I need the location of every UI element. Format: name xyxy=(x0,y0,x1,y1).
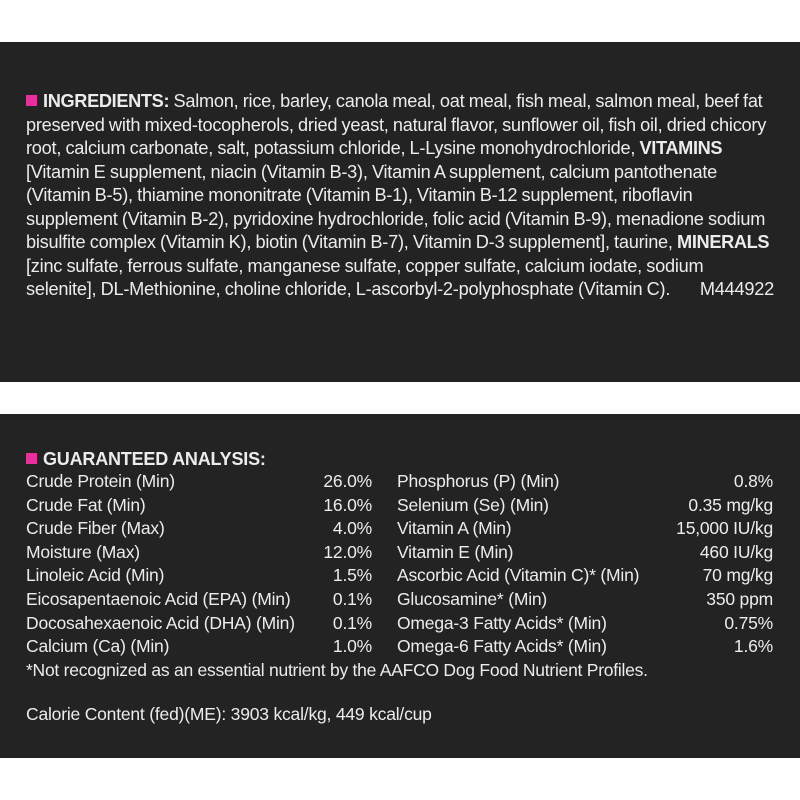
analysis-row xyxy=(26,494,372,518)
nutrient-name: Glucosamine* (Min) xyxy=(397,588,548,609)
nutrient-name: Omega-6 Fatty Acids* (Min) xyxy=(397,636,607,657)
nutrient-value: 1.6% xyxy=(733,636,773,657)
analysis-row xyxy=(397,588,773,612)
nutrient-value: 26.0% xyxy=(323,471,372,491)
nutrient-value: 0.75% xyxy=(724,612,773,633)
analysis-row xyxy=(26,588,372,612)
nutrient-name: Omega-3 Fatty Acids* (Min) xyxy=(397,612,607,633)
analysis-row xyxy=(397,564,773,588)
aafco-footnote: *Not recognized as an essential nutrient by the AAFCO Dog Food Nutrient Profiles. xyxy=(26,659,648,680)
nutrient-name: Crude Fat (Min) xyxy=(26,494,146,515)
nutrient-value: 70 mg/kg xyxy=(702,565,773,586)
ingredients-list-part2: [Vitamin E supplement, niacin (Vitamin B-3), Vitamin A supplement, calcium pantothenate (Vitamin B-5), thiamine mononitrate (Vitamin B-1), Vitamin B-12 supplement, riboflavin supplement (Vitamin B-2), pyridoxine hydrochloride, folic acid (Vitamin B-9), menadione sodium bisulfite complex (Vitamin K), biotin (Vitamin B-7), Vitamin D-3 supplement], taurine, xyxy=(26,161,766,252)
calorie-content: Calorie Content (fed)(ME): 3903 kcal/kg, 449 kcal/cup xyxy=(26,704,432,725)
analysis-panel xyxy=(0,414,800,758)
analysis-heading: GUARANTEED ANALYSIS: xyxy=(43,449,266,469)
nutrient-value: 4.0% xyxy=(332,518,372,539)
nutrient-name: Linoleic Acid (Min) xyxy=(26,565,165,586)
nutrient-name: Moisture (Max) xyxy=(26,541,140,562)
analysis-row xyxy=(26,470,372,494)
nutrient-name: Calcium (Ca) (Min) xyxy=(26,636,170,657)
minerals-label: MINERALS xyxy=(677,232,770,252)
nutrient-name: Vitamin E (Min) xyxy=(397,541,514,562)
analysis-table xyxy=(26,470,774,659)
analysis-row xyxy=(26,517,372,541)
analysis-row xyxy=(26,541,372,565)
analysis-row xyxy=(397,494,773,518)
nutrient-name: Crude Protein (Min) xyxy=(26,471,175,491)
nutrient-value: 12.0% xyxy=(323,541,372,562)
vitamins-label: VITAMINS xyxy=(639,138,723,158)
analysis-row xyxy=(397,635,773,659)
nutrient-value: 460 IU/kg xyxy=(699,541,773,562)
analysis-row xyxy=(26,564,372,588)
analysis-row xyxy=(397,541,773,565)
nutrient-name: Crude Fiber (Max) xyxy=(26,518,165,539)
analysis-row xyxy=(26,612,372,636)
ingredients-list-part3: [zinc sulfate, ferrous sulfate, manganese sulfate, copper sulfate, calcium iodate, sodium selenite], DL-Methionine, choline chloride, L-ascorbyl-2-polyphosphate (Vitamin C). xyxy=(26,255,704,299)
product-code: M444922 xyxy=(699,279,774,299)
analysis-row xyxy=(397,517,773,541)
analysis-heading-row xyxy=(26,448,774,470)
nutrient-name: Phosphorus (P) (Min) xyxy=(397,471,560,491)
nutrient-name: Ascorbic Acid (Vitamin C)* (Min) xyxy=(397,565,640,586)
nutrient-value: 0.1% xyxy=(332,588,372,609)
analysis-row xyxy=(26,635,372,659)
analysis-row xyxy=(397,612,773,636)
analysis-row xyxy=(397,470,773,494)
ingredients-panel xyxy=(0,42,800,382)
nutrient-value: 16.0% xyxy=(323,494,372,515)
ingredients-text xyxy=(26,90,774,302)
nutrient-value: 0.1% xyxy=(332,612,372,633)
nutrient-value: 0.35 mg/kg xyxy=(688,494,773,515)
nutrient-name: Selenium (Se) (Min) xyxy=(397,494,549,515)
magenta-square-icon xyxy=(26,95,37,106)
analysis-left-column xyxy=(26,470,372,659)
analysis-right-column xyxy=(397,470,773,659)
nutrient-value: 0.8% xyxy=(733,471,773,491)
nutrient-value: 1.5% xyxy=(332,565,372,586)
nutrient-value: 15,000 IU/kg xyxy=(676,518,773,539)
nutrient-name: Eicosapentaenoic Acid (EPA) (Min) xyxy=(26,588,291,609)
nutrient-value: 1.0% xyxy=(332,636,372,657)
magenta-square-icon xyxy=(26,453,37,464)
ingredients-heading: INGREDIENTS: xyxy=(43,91,170,111)
nutrient-name: Docosahexaenoic Acid (DHA) (Min) xyxy=(26,612,295,633)
nutrient-name: Vitamin A (Min) xyxy=(397,518,512,539)
ingredients-list-part1: Salmon, rice, barley, canola meal, oat meal, fish meal, salmon meal, beef fat preserved with mixed-tocopherols, dried yeast, natural flavor, sunflower oil, fish oil, dried chicory root, calcium carbonate, salt, potassium chloride, L-Lysine monohydrochloride, xyxy=(26,91,767,158)
nutrient-value: 350 ppm xyxy=(706,588,773,609)
